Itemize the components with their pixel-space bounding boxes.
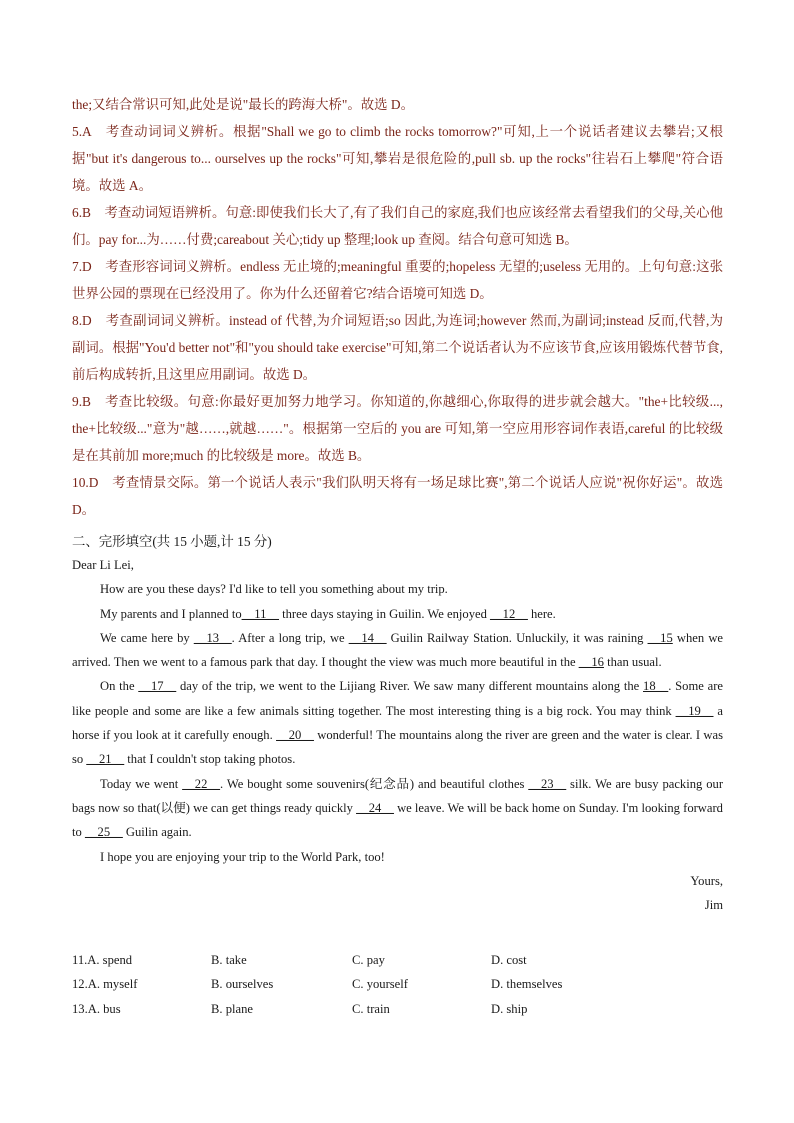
- paragraph-3: We came here by __13__. After a long trip, we __14__ Guilin Railway Station. Unluckily, it was raining __15 when we arrived. Then we went to a famous park that day. I thought the view was much more beautiful in the __16 than usual.: [72, 630, 723, 670]
- question-11-options: [72, 948, 723, 972]
- paragraph-4: On the __17__ day of the trip, we went to the Lijiang River. We saw many different mountains along the 18__. Some are like people and some are like a few animals sitting together. The most interesting thing is a big rock. You may think __19__ a horse if you look at it carefully enough. __20__ wonderful! The mountains along the river are green and the water is clear. I was so __21__ that I couldn't stop taking photos.: [72, 679, 723, 767]
- blank-20: __20__: [276, 728, 314, 743]
- blank-19: __19__: [675, 703, 714, 718]
- option-11-c: C. pay: [352, 953, 385, 967]
- blank-24: __24__: [356, 800, 394, 815]
- answer-6: 6.B 考查动词短语辨析。句意:即使我们长大了,有了我们自己的家庭,我们也应该经常去看望我们的父母,关心他们。pay for...为……付费;careabout 关心;tidy up 整理;look up 查阅。结合句意可知选 B。: [72, 205, 723, 247]
- answer-7: 7.D 考查形容词词义辨析。endless 无止境的;meaningful 重要的;hopeless 无望的;useless 无用的。上句句意:这张世界公园的票现在已经没用了。你为什么还留着它?结合语境可知选 D。: [72, 259, 723, 301]
- paragraph-1: How are you these days? I'd like to tell you something about my trip.: [100, 582, 448, 597]
- blank-18: 18__: [643, 679, 669, 694]
- letter-closing: Yours,: [690, 873, 723, 888]
- answer-explanations: [72, 91, 723, 523]
- option-11-b: B. take: [211, 953, 247, 967]
- blank-17: __17__: [138, 679, 177, 694]
- answer-9: 9.B 考查比较级。句意:你最好更加努力地学习。你知道的,你越细心,你取得的进步就会越大。"the+比较级..., the+比较级..."意为"越……,就越……"。根据第一空后的 you are 可知,第一空应用形容词作表语,careful 的比较级是在其前加 more;much 的比较级是 more。故选 B。: [72, 394, 723, 463]
- option-13-d: D. ship: [491, 1001, 528, 1016]
- question-13-options: [72, 997, 723, 1021]
- cloze-passage: [72, 553, 723, 917]
- option-13-b: B. plane: [211, 1001, 253, 1016]
- option-11-d: D. cost: [491, 953, 527, 967]
- section-title: 二、完形填空(共 15 小题,计 15 分): [72, 534, 272, 549]
- option-12-b: B. ourselves: [211, 977, 274, 992]
- paragraph-5: Today we went __22__. We bought some souvenirs(纪念品) and beautiful clothes __23__ silk. We are busy packing our bags now so that(以便) we can get things ready quickly __24__ we leave. We will be back home on Sunday. I'm looking forward to __25__ Guilin again.: [72, 776, 724, 840]
- paragraph-6: I hope you are enjoying your trip to the World Park, too!: [100, 849, 385, 864]
- options-list: [72, 948, 723, 1021]
- answer-4-tail: the;又结合常识可知,此处是说"最长的跨海大桥"。故选 D。: [72, 97, 414, 112]
- option-13-a: 13.A. bus: [72, 1001, 121, 1016]
- blank-25: __25__: [84, 825, 123, 840]
- blank-14: __14__: [348, 630, 387, 645]
- blank-23: __23__: [528, 776, 567, 791]
- blank-16: __16: [578, 655, 604, 670]
- blank-22: __22__: [182, 776, 220, 791]
- option-12-c: C. yourself: [352, 977, 408, 992]
- blank-12: __12__: [490, 606, 528, 621]
- letter-greeting: Dear Li Lei,: [72, 558, 134, 572]
- paragraph-2: My parents and I planned to__11__ three days staying in Guilin. We enjoyed __12__ here.: [100, 606, 556, 621]
- blank-21: __21__: [86, 752, 125, 767]
- option-12-a: 12.A. myself: [72, 977, 138, 992]
- answer-5: 5.A 考查动词词义辨析。根据"Shall we go to climb the rocks tomorrow?"可知,上一个说话者建议去攀岩;又根据"but it's dangerous to... ourselves up the rocks"可知,攀岩是很危险的,pull sb. up the rocks"往岩石上攀爬"符合语境。故选 A。: [72, 124, 723, 193]
- blank-15: __15: [647, 630, 673, 645]
- option-13-c: C. train: [352, 1001, 390, 1016]
- question-12-options: [72, 972, 723, 996]
- option-12-d: D. themselves: [491, 977, 563, 992]
- option-11-a: 11.A. spend: [72, 953, 133, 967]
- blank-11: __11__: [241, 606, 279, 621]
- answer-8: 8.D 考查副词词义辨析。instead of 代替,为介词短语;so 因此,为连词;however 然而,为副词;instead 反而,代替,为副词。根据"You'd better not"和"you should take exercise"可知,第二个说话者认为不应该节食,应该用锻炼代替节食,前后构成转折,且这里应用副词。故选 D。: [72, 313, 723, 382]
- letter-signature: Jim: [704, 898, 723, 913]
- blank-13: __13__: [193, 630, 232, 645]
- answer-10: 10.D 考查情景交际。第一个说话人表示"我们队明天将有一场足球比赛",第二个说话人应说"祝你好运"。故选 D。: [72, 475, 723, 517]
